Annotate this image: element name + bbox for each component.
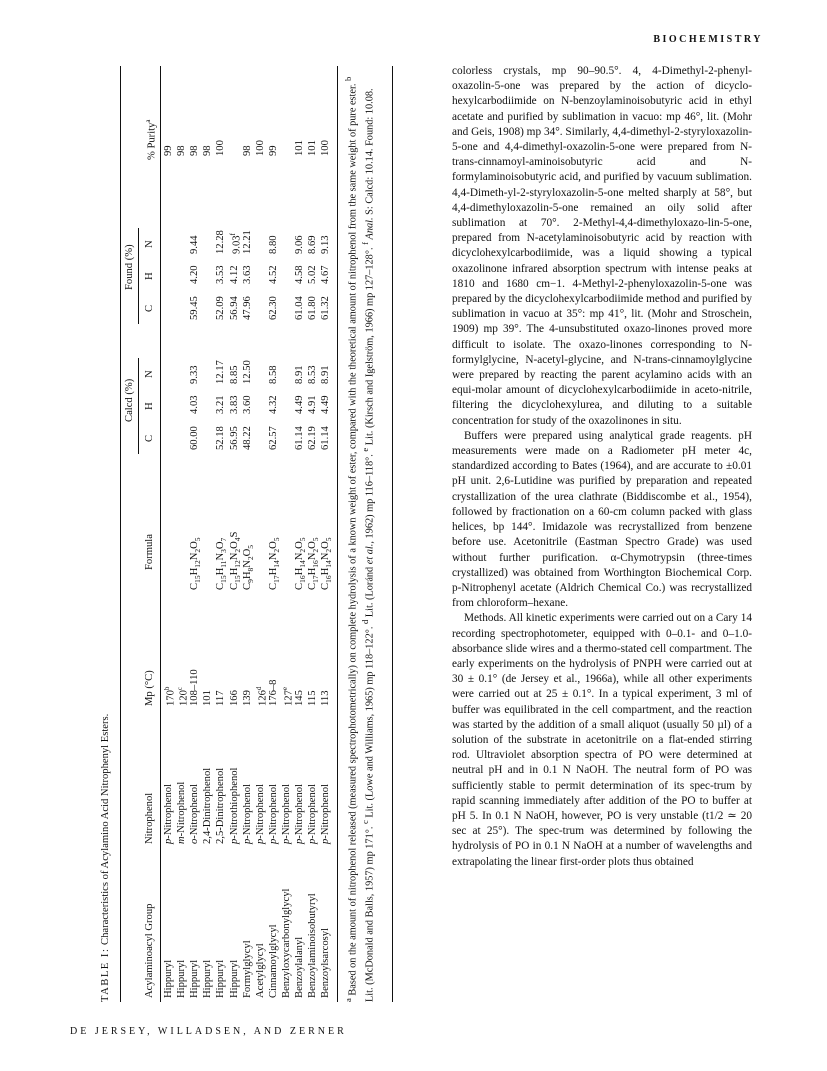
cell-group: Hippuryl: [176, 959, 188, 998]
cell-formula: $C_{15}H_{12}N_2O_4S$: [228, 531, 242, 590]
paragraph-synthesis: colorless crystals, mp 90–90.5°. 4, 4-Dimethyl-2-phenyl-oxazolin-5-one was prepared by the action of dicyclo-hexylcarbodiimide on N-benzoylaminoisobutyric acid in ethyl acetate and purified by sublimation in vacuo: mp 46°, lit. (Mohr and Geis, 1908) mp 34°. Similarly, 4,4-dimethyl-2-styryloxazolin-5-one and 4,4-dimethyl-oxazolin-5-one were prepared from N-trans-cinnamoyl-aminoisobutyric acid and N-formylaminoisobutyric acid, and purified by vacuum sublimation. 4,4-Dimeth-yl-2-styryloxazolin-5-one melted sharply at 58°, but 4,4-dimethyloxazolin-5-one remained an oily solid after sublimation at 70°. 2-Methyl-4,4-dimethyloxazo-lin-5-one, prepared from N-acetylaminoisobutyric acid by reaction with dicyclohexylcarbodiimide, was a liquid showing a typical oxazolinone infrared absorption spectrum with intense peaks at 1810 and 1680 cm−1. 4-Methyl-2-phenyloxazolin-5-one was prepared by the dicyclohexylcarbodiimide method and purified by sublimation in vacuo at 35°: mp 41°, lit. (Mohr and Stroschein, 1909) mp 39°. The 4-unsubstituted oxazo-linones proved more difficult to isolate. The oxazo-linones corresponding to N-formylglycine, N-acetyl-glycine, and N-trans-cinnamoylglycine were prepared by reacting the parent acylamino acids with an equi-molar amount of dicyclohexylcarbodiimide in aceto-nitrile, filtering the dicyclohexylurea, and diluting to a suitable concentration for study of the oxazolinones in situ.: [452, 65, 752, 427]
table-row: [320, 66, 332, 1002]
cell-found-h: 3.53: [215, 265, 227, 284]
cell-found-h: 3.63: [241, 265, 253, 284]
table-label: TABLE I:: [100, 947, 111, 1002]
cell-found-n: 12.28: [215, 230, 227, 254]
cell-group: Hippuryl: [215, 959, 227, 998]
found-h-header: H: [144, 272, 155, 280]
cell-mp: 120$^c$: [176, 687, 190, 706]
table-end-rule: [392, 66, 393, 1002]
formula-header: Formula: [144, 534, 155, 570]
cell-found-n: 8.69: [307, 235, 319, 254]
cell-calcd-c: 56.95: [228, 426, 240, 450]
rotated-table: [90, 66, 430, 1002]
cell-calcd-c: 61.14: [294, 426, 305, 450]
cell-nitrophenol: p-Nitrophenol: [267, 783, 279, 844]
cell-purity: 100: [215, 140, 227, 156]
paragraph-methods: Methods. All kinetic experiments were carried out on a Cary 14 recording spectrophotometer, equipped with 0–0.1- and 0–1.0-absorbance slide wires and a thermo-stated cell compartment. The early experiments on the hydrolysis of PNPH were carried out at 30 ± 0.1° (de Jersey et al., 1966a), while all other experiments were carried out at 25 ± 0.1°. In a typical experiment, 3 ml of buffer was equilibrated in the cell compartment, and the reaction was started by the addition of a small aliquot (usually 50 µl) of a solution of the substrate in acetonitrile on a flat-ended stirring rod. Ultraviolet absorption spectra of PO were determined at neutral pH and in 0.1 N NaOH. The neutral form of PO was sufficiently stable to permit determination of its spec-trum by rapid scanning immediately after addition of the PO to buffer at pH 5. In 0.1 N NaOH, however, PO is very unstable (t1/2 ≃ 20 sec at 25°). The spec-trum was determined by following the hydrolysis of PO in 0.1 N NaOH at a number of wavelengths and extrapolating the linear first-order plots thus obtained: [452, 612, 752, 868]
cell-nitrophenol: 2,4-Dinitrophenol: [202, 767, 214, 844]
cell-calcd-h: 3.83: [228, 395, 240, 414]
table-row: [242, 66, 254, 1002]
cell-mp: 113: [320, 690, 332, 706]
cell-calcd-c: 48.22: [241, 426, 253, 450]
table-row: [268, 66, 280, 1002]
cell-group: Hippuryl: [189, 959, 201, 998]
cell-formula: $C_{17}H_{16}N_2O_5$: [307, 537, 321, 590]
found-header: Found (%): [124, 244, 135, 290]
cell-calcd-h: 4.91: [307, 395, 319, 414]
cell-calcd-c: 62.19: [307, 426, 319, 450]
purity-header: % Purity$^a$: [144, 119, 158, 160]
cell-calcd-h: 3.60: [241, 395, 253, 414]
cell-calcd-c: 60.00: [189, 426, 201, 450]
cell-nitrophenol: p-Nitrophenol: [280, 783, 292, 844]
running-header-authors: DE JERSEY, WILLADSEN, AND ZERNER: [70, 1026, 347, 1037]
cell-found-n: 9.13: [320, 235, 332, 254]
cell-found-c: 61.32: [320, 296, 332, 320]
cell-nitrophenol: p-Nitrophenol: [241, 783, 253, 844]
cell-formula: $C_{16}H_{14}N_2O_5$: [320, 537, 334, 590]
table-row: [307, 66, 319, 1002]
cell-nitrophenol: m-Nitrophenol: [176, 781, 188, 844]
cell-calcd-h: 4.03: [189, 395, 201, 414]
cell-calcd-n: 12.50: [241, 360, 253, 384]
cell-purity: 101: [307, 140, 319, 156]
cell-purity: 100: [254, 140, 266, 156]
cell-found-c: 62.30: [267, 296, 279, 320]
group-header: Acylaminoacyl Group: [144, 903, 155, 998]
cell-calcd-c: 62.57: [267, 426, 279, 450]
cell-formula: $C_{16}H_{14}N_2O_5$: [294, 537, 308, 590]
cell-mp: 139: [241, 690, 253, 706]
cell-mp: 166: [228, 690, 240, 706]
cell-formula: $C_9H_8N_2O_5$: [241, 544, 255, 590]
table-row: [202, 66, 214, 1002]
table-row: [215, 66, 227, 1002]
nitrophenol-header: Nitrophenol: [144, 792, 155, 844]
cell-found-c: 61.80: [307, 296, 319, 320]
body-text-column: [452, 64, 752, 870]
cell-mp: 127e: [280, 687, 295, 706]
cell-found-h: 4.12: [228, 265, 240, 284]
cell-mp: 126$^d$: [254, 686, 269, 706]
table-title: [100, 714, 111, 1002]
cell-found-n: 9.06: [294, 235, 305, 254]
cell-group: Hippuryl: [228, 959, 240, 998]
cell-calcd-h: 4.49: [320, 395, 332, 414]
cell-formula: $C_{17}H_{14}N_2O_5$: [267, 537, 281, 590]
table-top-rule: [120, 66, 121, 1002]
cell-calcd-h: 4.32: [267, 395, 279, 414]
cell-mp: 176–8: [267, 679, 279, 706]
cell-formula: $C_{15}H_{11}N_3O_7$: [215, 537, 229, 590]
calcd-n-header: N: [144, 370, 155, 378]
cell-found-n: 8.80: [267, 235, 279, 254]
cell-nitrophenol: 2,5-Dinitrophenol: [215, 767, 227, 844]
cell-found-n: 9.44: [189, 235, 201, 254]
table-title-text: Characteristics of Acylamino Acid Nitrophenyl Esters.: [100, 713, 111, 945]
cell-nitrophenol: p-Nitrothiophenol: [228, 767, 240, 844]
cell-found-c: 61.04: [294, 296, 305, 320]
cell-nitrophenol: o-Nitrophenol: [189, 783, 201, 844]
table-row: [176, 66, 188, 1002]
table-footnote: $^a$ Based on the amount of nitrophenol released (measured spectrophotometrically) on complete hydrolysis of a known weight of ester, compared with the theoretical amount of nitrophenol from the same weight of pure ester. $^b$ Lit. (McDonald and Balls, 1957) mp 171°. $^c$ Lit. (Lowe and Williams, 1965) mp 118–122°. $^d$ Lit. (Loránd et al., 1962) mp 116–118°. $^e$ Lit. (Kirsch and Igelström, 1966) mp 127–128°. $^f$ Anal. S: Calcd: 10.14. Found: 10.08.: [343, 76, 376, 1002]
cell-group: Benzoylsarcosyl: [320, 927, 332, 998]
cell-group: Benzoylaminoisobutyryl: [307, 893, 319, 998]
cell-purity: 101: [294, 140, 305, 156]
calcd-h-header: H: [144, 402, 155, 410]
cell-purity: 100: [320, 140, 332, 156]
cell-found-n: 12.21: [241, 230, 253, 254]
cell-group: Hippuryl: [202, 959, 214, 998]
cell-found-h: 4.52: [267, 265, 279, 284]
table-row: [281, 66, 293, 1002]
cell-found-h: 4.20: [189, 265, 201, 284]
cell-found-c: 47.96: [241, 296, 253, 320]
cell-found-h: 4.67: [320, 265, 332, 284]
table-row: [294, 66, 306, 1002]
cell-mp: 117: [215, 690, 227, 706]
cell-purity: 98: [176, 145, 188, 156]
cell-nitrophenol: p-Nitrophenol: [294, 783, 305, 844]
cell-nitrophenol: p-Nitrophenol: [254, 783, 266, 844]
cell-purity: 98: [189, 145, 201, 156]
table-row: [189, 66, 201, 1002]
cell-calcd-h: 3.21: [215, 395, 227, 414]
table-bottom-rule: [337, 66, 338, 1002]
cell-calcd-c: 61.14: [320, 426, 332, 450]
cell-mp: 101: [202, 690, 214, 706]
cell-purity: 99: [267, 145, 279, 156]
cell-group: Benzyloxycarbonylglycyl: [280, 888, 292, 998]
cell-found-c: 52.09: [215, 296, 227, 320]
cell-calcd-c: 52.18: [215, 426, 227, 450]
cell-purity: 98: [202, 145, 214, 156]
cell-found-c: 56.94: [228, 296, 240, 320]
cell-mp: 115: [307, 690, 319, 706]
cell-group: Formylglycyl: [241, 940, 253, 998]
cell-found-n: 9.03$^f$: [228, 233, 243, 254]
cell-formula: $C_{15}H_{12}N_2O_5$: [189, 537, 203, 590]
cell-nitrophenol: p-Nitrophenol: [307, 783, 319, 844]
calcd-underline: [138, 358, 139, 454]
calcd-header: Calcd (%): [124, 378, 135, 422]
cell-mp: 108–110: [189, 669, 201, 706]
cell-calcd-h: 4.49: [294, 395, 305, 414]
cell-group: Cinnamoylglycyl: [267, 924, 279, 998]
cell-found-c: 59.45: [189, 296, 201, 320]
table-row: [229, 66, 241, 1002]
table-row: [255, 66, 267, 1002]
table-row: [163, 66, 175, 1002]
found-n-header: N: [144, 240, 155, 248]
cell-calcd-n: 8.58: [267, 365, 279, 384]
calcd-c-header: C: [144, 434, 155, 442]
cell-mp: 145: [294, 690, 305, 706]
cell-group: Benzoylalanyl: [294, 936, 305, 998]
cell-found-h: 4.58: [294, 265, 305, 284]
cell-found-h: 5.02: [307, 265, 319, 284]
cell-calcd-n: 8.85: [228, 365, 240, 384]
cell-calcd-n: 9.33: [189, 365, 201, 384]
table-header-rule: [160, 66, 161, 1002]
cell-group: Hippuryl: [163, 959, 174, 998]
cell-calcd-n: 12.17: [215, 360, 227, 384]
found-c-header: C: [144, 304, 155, 312]
found-underline: [138, 228, 139, 324]
cell-calcd-n: 8.91: [320, 365, 332, 384]
cell-group: Acetylglycyl: [254, 943, 266, 998]
cell-purity: 99: [163, 145, 174, 156]
cell-nitrophenol: p-Nitrophenol: [163, 783, 174, 844]
mp-header: Mp (°C): [144, 670, 155, 706]
cell-nitrophenol: p-Nitrophenol: [320, 783, 332, 844]
cell-purity: 98: [241, 145, 253, 156]
paragraph-buffers: Buffers were prepared using analytical grade reagents. pH measurements were made on a Radiometer pH meter 4c, standardized according to Bates (1964), and are accurate to ±0.01 pH unit. 2,6-Lutidine was purified by preparation and repeated crystallization of the urea clathrate (Biddiscombe et al., 1954), followed by fractionation on a 60-cm column packed with glass helices, bp 144°. Imidazole was recrystallized from benzene before use. Acetonitrile (Eastman Spectro Grade) was used without further purification. α-Chymotrypsin (three-times crystallized) was obtained from Worthington Biochemical Corp. p-Nitrophenyl acetate (Aldrich Chemical Co.) was recrystallized from chloroform–hexane.: [452, 429, 752, 610]
cell-calcd-n: 8.91: [294, 365, 305, 384]
cell-mp: 170$^b$: [163, 686, 177, 706]
cell-calcd-n: 8.53: [307, 365, 319, 384]
running-header-journal: BIOCHEMISTRY: [653, 34, 763, 45]
